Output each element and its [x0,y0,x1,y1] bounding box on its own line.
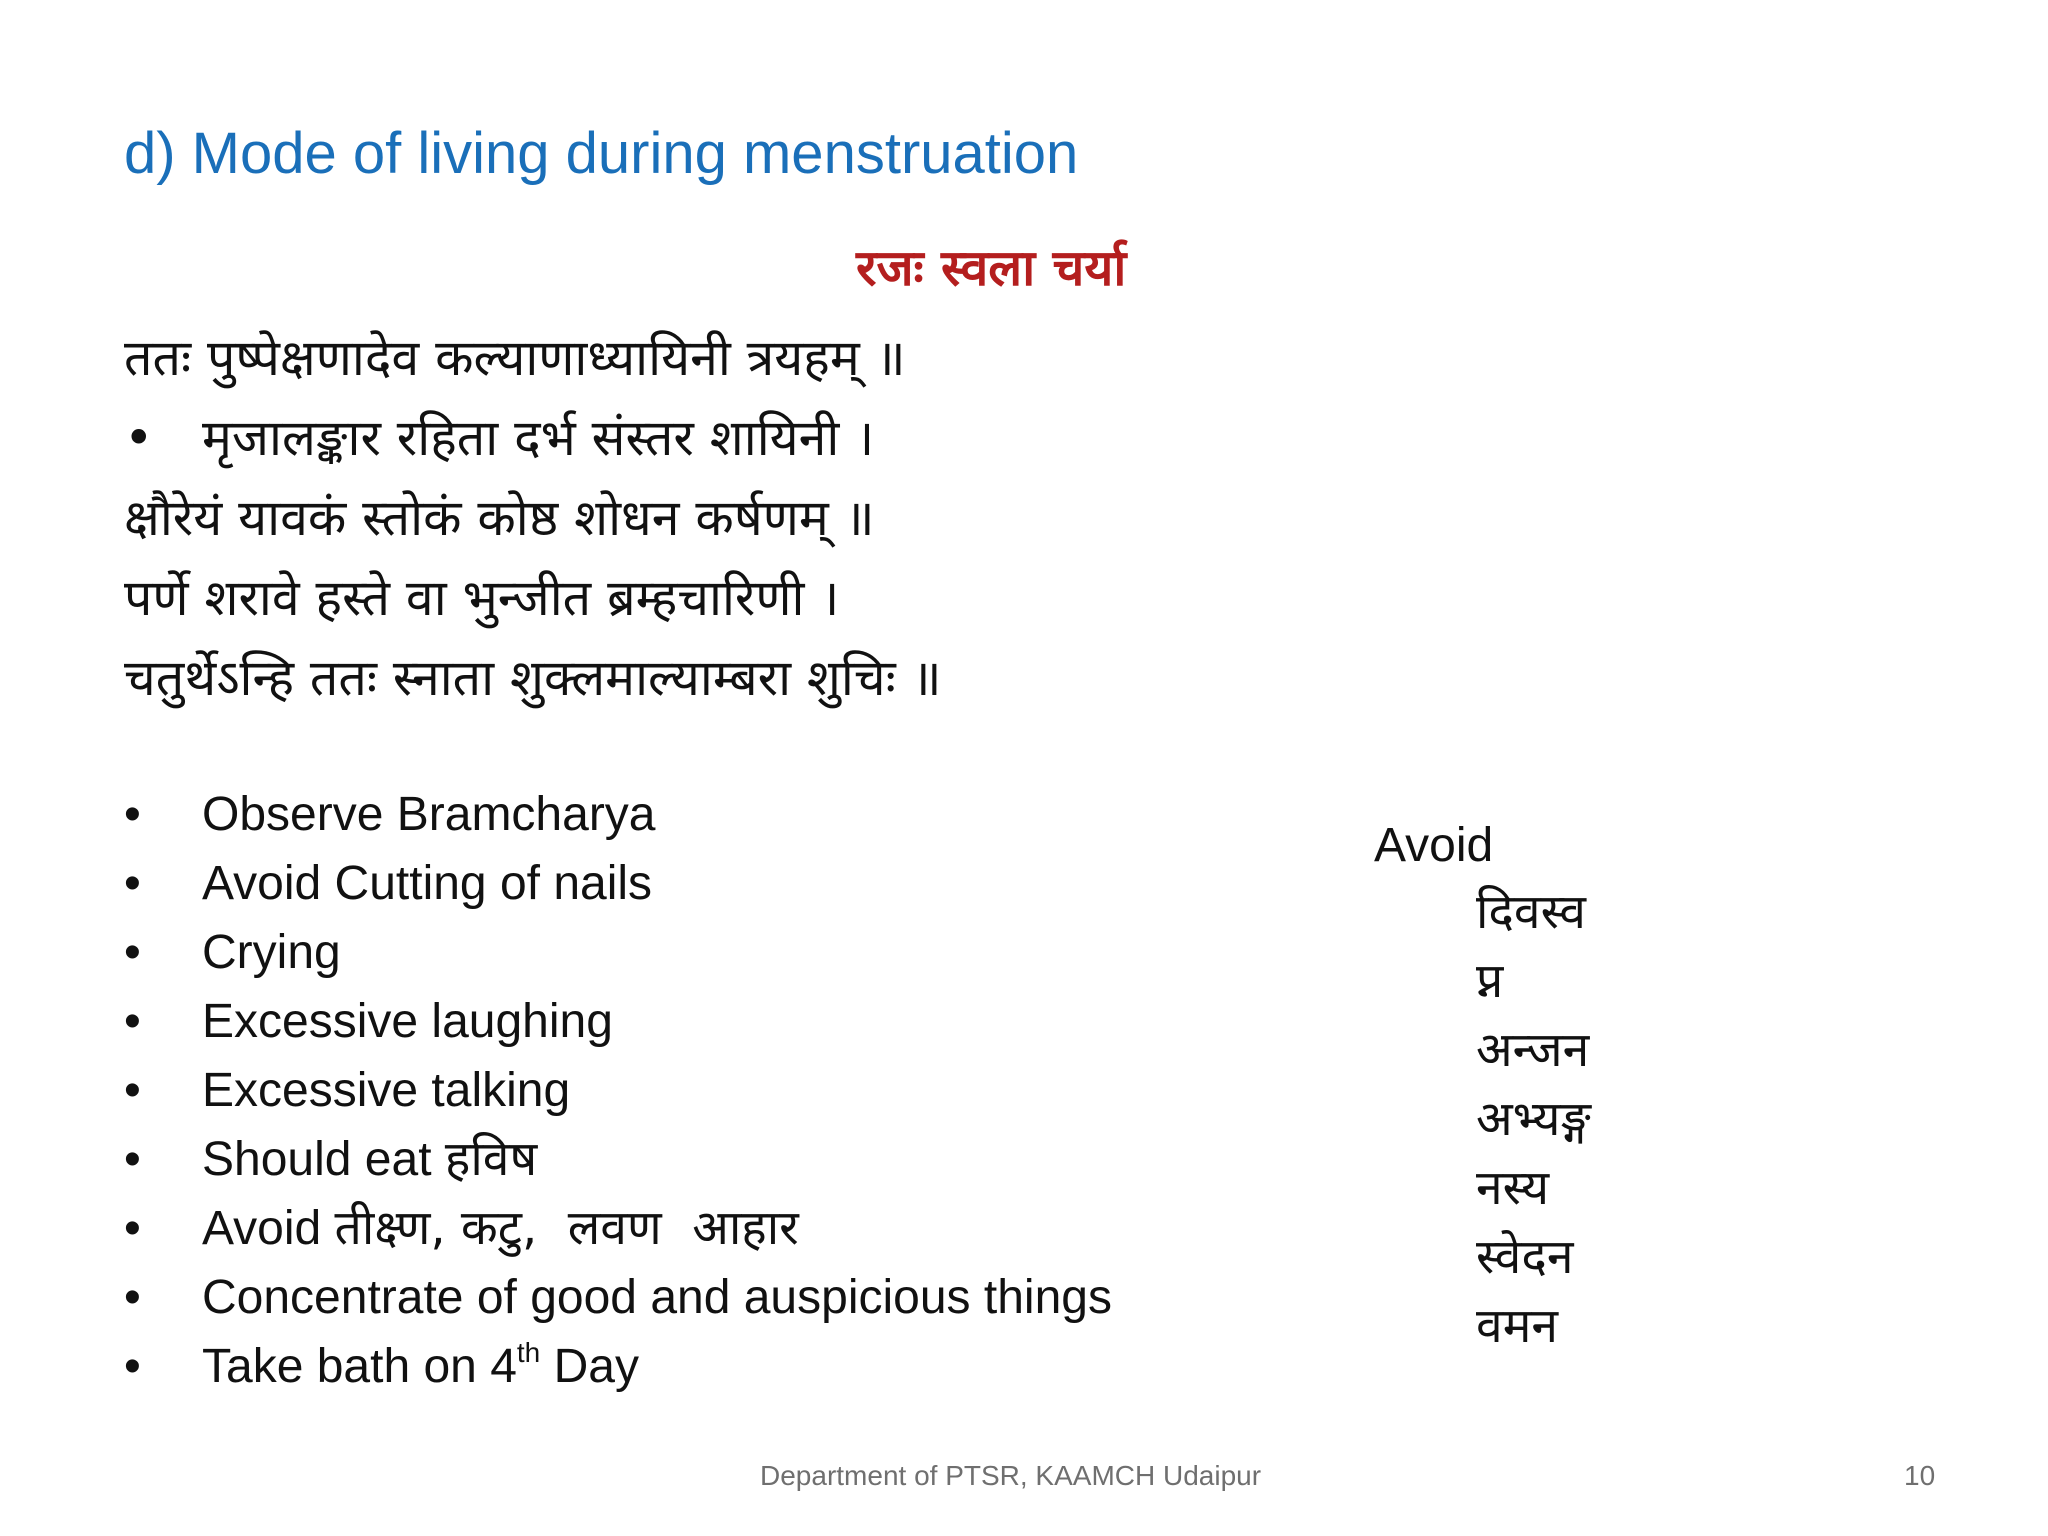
verse-line: पर्णे शरावे हस्ते वा भुन्जीत ब्रम्हचारिणी । [124,569,840,627]
bullet-icon: • [124,409,154,467]
bullet-icon: • [124,857,141,910]
avoid-item: प्न [1476,953,1504,1009]
list-item-sanskrit: हविष [444,1131,538,1187]
avoid-item: दिवस्व [1476,884,1586,940]
avoid-item: अभ्यङ्ग [1476,1091,1591,1147]
avoid-label: Avoid [1374,819,1494,872]
list-item [124,780,1364,849]
list-item [124,1056,1364,1125]
slide-title: d) Mode of living during menstruation [124,121,1079,186]
sanskrit-heading: रजः स्वला चर्या [856,239,1127,297]
list-item-text: Should eat [202,1133,445,1186]
list-item [124,1194,1364,1263]
bullet-icon: • [124,1271,141,1324]
sanskrit-verse [124,318,1244,718]
verse-line: ततः पुष्पेक्षणादेव कल्याणाध्यायिनी त्रयहम् ॥ [124,329,906,387]
list-item-text: Concentrate of good and auspicious things [202,1271,1112,1324]
list-item-text: Day [540,1340,639,1393]
bullet-icon: • [124,1064,141,1117]
bullet-icon: • [124,1202,141,1255]
guideline-list [124,780,1364,1401]
list-item-sanskrit: तीक्ष्ण, कटु, लवण आहार [334,1200,799,1256]
avoid-list [1476,878,1591,1361]
list-item-text: Crying [202,926,341,979]
verse-line-text: मृजालङ्कार रहिता दर्भ संस्तर शायिनी । [202,409,875,467]
list-item-text: Excessive talking [202,1064,571,1117]
superscript: th [516,1337,541,1368]
bullet-icon: • [124,788,141,841]
list-item-text: Take bath on 4 [202,1340,517,1393]
page-number: 10 [1904,1460,1936,1491]
bullet-icon: • [124,1340,141,1393]
list-item [124,849,1364,918]
list-item [124,1125,1364,1194]
list-item [124,1263,1364,1332]
avoid-item: स्वेदन [1476,1229,1574,1285]
bullet-icon: • [124,926,141,979]
list-item-text: Avoid Cutting of nails [202,857,653,910]
footer-text: Department of PTSR, KAAMCH Udaipur [760,1460,1262,1491]
list-item [124,1332,1364,1401]
avoid-item: अन्जन [1476,1022,1590,1078]
list-item-text: Avoid [202,1202,335,1255]
verse-line: चतुर्थेऽन्हि ततः स्नाता शुक्लमाल्याम्बरा शुचिः ॥ [124,649,942,707]
verse-line: क्षौरेयं यावकं स्तोकं कोष्ठ शोधन कर्षणम् ॥ [124,489,875,547]
verse-line [124,398,1244,478]
avoid-item: वमन [1476,1298,1559,1354]
list-item-text: Excessive laughing [202,995,613,1048]
list-item-text: Observe Bramcharya [202,788,656,841]
bullet-icon: • [124,995,141,1048]
avoid-item: नस्य [1476,1160,1550,1216]
list-item [124,987,1364,1056]
bullet-icon: • [124,1133,141,1186]
list-item [124,918,1364,987]
